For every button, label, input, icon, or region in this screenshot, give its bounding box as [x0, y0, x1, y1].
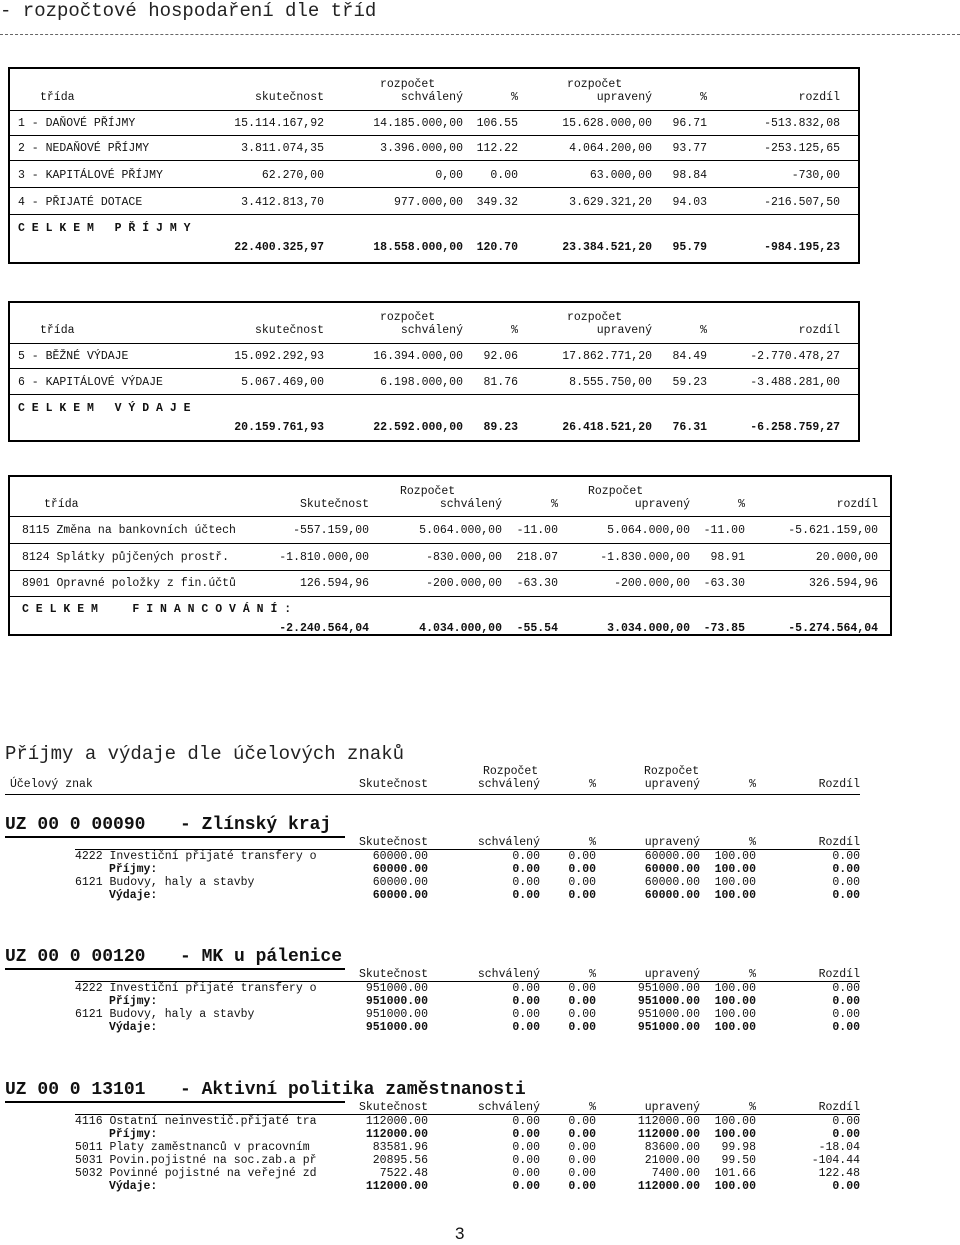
subtotal-row-schvaleny: 0.00 [512, 995, 540, 1008]
row-rule [10, 394, 858, 395]
item-row-label: 4222 Investiční přijaté transfery o [75, 982, 317, 995]
uz-name: - Zlínský kraj [180, 815, 332, 835]
sub-header-rozdil: Rozdíl [818, 968, 860, 981]
subtotal-row-schvaleny: 0.00 [512, 1180, 540, 1193]
item-row-label: 6121 Budovy, haly a stavby [75, 876, 255, 889]
income-row-upraveny: 15.628.000,00 [562, 117, 652, 130]
subtotal-row-schvaleny: 0.00 [512, 1021, 540, 1034]
expense-row-schvaleny: 6.198.000,00 [380, 376, 463, 389]
finance-row-rozdil: -5.621.159,00 [788, 524, 878, 537]
subtotal-row-pct: 0.00 [568, 1180, 596, 1193]
item-row-pct: 101.66 [714, 1167, 756, 1180]
header-skutecnost: Skutečnost [358, 778, 428, 791]
subtotal-row-pct: 100.00 [714, 995, 756, 1008]
header-pct: % [738, 498, 745, 511]
subtotal-row-upraveny: 951000.00 [637, 1021, 700, 1034]
header-skutecnost: Skutečnost [299, 498, 369, 511]
header-rule [10, 343, 858, 344]
subtotal-row-pct: 100.00 [714, 863, 756, 876]
item-row-rozdil: 0.00 [832, 876, 860, 889]
item-row-rozdil: 0.00 [832, 1008, 860, 1021]
header-pct: % [511, 91, 518, 104]
subtotal-row-label: Příjmy: [109, 1128, 158, 1141]
expense-row-pct: 81.76 [483, 376, 518, 389]
sub-header-schvaleny: schválený [477, 836, 540, 849]
uz-name: - MK u pálenice [180, 947, 343, 967]
header-upraveny: upravený [596, 324, 652, 337]
income-row-label: 1 - DAŇOVÉ PŘÍJMY [18, 117, 136, 130]
item-row-pct: 0.00 [568, 1141, 596, 1154]
income-total-rozdil: -984.195,23 [764, 241, 840, 254]
row-rule [10, 135, 858, 136]
item-row-skutecnost: 60000.00 [372, 850, 428, 863]
heading-divider [0, 34, 960, 35]
header-rule [5, 794, 860, 795]
income-row-schvaleny: 0,00 [435, 169, 463, 182]
expense-total-skutecnost: 20.159.761,93 [234, 421, 324, 434]
finance-row-label: 8901 Opravné položky z fin.účtů [22, 577, 236, 590]
finance-row-pct: -63.30 [516, 577, 558, 590]
header-rozpocet: rozpočet [567, 78, 623, 91]
expense-row-pct: 92.06 [483, 350, 518, 363]
header-rule [10, 110, 858, 111]
item-row-skutecnost: 112000.00 [365, 1115, 428, 1128]
header-pct: % [749, 778, 756, 791]
row-rule [10, 160, 858, 161]
income-total-label: C E L K E M P Ř Í J M Y [18, 222, 191, 235]
header-rozpocet: rozpočet [567, 311, 623, 324]
income-total-pct: 95.79 [672, 241, 707, 254]
item-row-schvaleny: 0.00 [512, 1154, 540, 1167]
purpose-section-title: Příjmy a výdaje dle účelových znaků [5, 743, 405, 765]
expense-row-label: 6 - KAPITÁLOVÉ VÝDAJE [18, 376, 163, 389]
item-row-schvaleny: 0.00 [512, 876, 540, 889]
finance-total-skutecnost: -2.240.564,04 [279, 622, 369, 635]
expense-row-upraveny: 8.555.750,00 [569, 376, 652, 389]
income-row-rozdil: -216.507,50 [764, 196, 840, 209]
item-row-rozdil: 0.00 [832, 982, 860, 995]
income-row-skutecnost: 15.114.167,92 [234, 117, 324, 130]
item-row-pct: 0.00 [568, 1167, 596, 1180]
header-rozdil: rozdíl [836, 498, 878, 511]
subtotal-row-label: Výdaje: [109, 889, 158, 902]
subtotal-row-schvaleny: 0.00 [512, 1128, 540, 1141]
expense-total-pct: 89.23 [483, 421, 518, 434]
finance-row-upraveny: -1.830.000,00 [600, 551, 690, 564]
expense-total-pct: 76.31 [672, 421, 707, 434]
item-row-rozdil: 0.00 [832, 1115, 860, 1128]
item-row-pct: 100.00 [714, 850, 756, 863]
expense-row-schvaleny: 16.394.000,00 [373, 350, 463, 363]
uz-name: - Aktivní politika zaměstnanosti [180, 1080, 526, 1100]
income-row-rozdil: -513.832,08 [764, 117, 840, 130]
item-row-pct: 100.00 [714, 982, 756, 995]
item-row-pct: 0.00 [568, 850, 596, 863]
header-upraveny: upravený [644, 778, 700, 791]
subtotal-row-pct: 100.00 [714, 1128, 756, 1141]
item-row-label: 6121 Budovy, haly a stavby [75, 1008, 255, 1021]
header-schvaleny: schválený [400, 324, 463, 337]
income-total-upraveny: 23.384.521,20 [562, 241, 652, 254]
header-pct: % [700, 324, 707, 337]
expense-row-rozdil: -2.770.478,27 [750, 350, 840, 363]
income-row-schvaleny: 14.185.000,00 [373, 117, 463, 130]
finance-total-pct: -73.85 [703, 622, 745, 635]
income-row-skutecnost: 3.412.813,70 [241, 196, 324, 209]
item-row-skutecnost: 60000.00 [372, 876, 428, 889]
finance-row-schvaleny: -200.000,00 [426, 577, 502, 590]
header-rozpocet: Rozpočet [588, 485, 644, 498]
subtotal-row-pct: 0.00 [568, 995, 596, 1008]
expense-row-rozdil: -3.488.281,00 [750, 376, 840, 389]
sub-header-schvaleny: schválený [477, 968, 540, 981]
uz-code: UZ 00 0 00090 [5, 815, 146, 835]
finance-row-pct: -63.30 [703, 577, 745, 590]
item-row-upraveny: 21000.00 [644, 1154, 700, 1167]
subtotal-row-upraveny: 112000.00 [637, 1180, 700, 1193]
uz-code: UZ 00 0 00120 [5, 947, 146, 967]
subtotal-row-rozdil: 0.00 [832, 995, 860, 1008]
subtotal-row-rozdil: 0.00 [832, 1180, 860, 1193]
finance-row-pct: -11.00 [516, 524, 558, 537]
subtotal-row-skutecnost: 112000.00 [365, 1180, 428, 1193]
income-row-schvaleny: 977.000,00 [393, 196, 463, 209]
income-row-pct: 106.55 [476, 117, 518, 130]
finance-total-rozdil: -5.274.564,04 [788, 622, 878, 635]
item-row-pct: 99.50 [721, 1154, 756, 1167]
income-row-pct: 93.77 [672, 142, 707, 155]
header-schvaleny: schválený [439, 498, 502, 511]
finance-total-pct: -55.54 [516, 622, 558, 635]
income-row-upraveny: 63.000,00 [589, 169, 652, 182]
sub-header-skutecnost: Skutečnost [358, 1101, 428, 1114]
subtotal-row-upraveny: 60000.00 [644, 889, 700, 902]
header-rozpocet: rozpočet [380, 78, 436, 91]
sub-header-pct: % [749, 1101, 756, 1114]
row-rule [10, 570, 890, 571]
item-row-pct: 0.00 [568, 1115, 596, 1128]
item-row-schvaleny: 0.00 [512, 982, 540, 995]
header-trida: třída [44, 498, 79, 511]
income-total-schvaleny: 18.558.000,00 [373, 241, 463, 254]
subtotal-row-upraveny: 60000.00 [644, 863, 700, 876]
finance-row-rozdil: 326.594,96 [808, 577, 878, 590]
item-row-skutecnost: 20895.56 [372, 1154, 428, 1167]
item-row-upraveny: 951000.00 [637, 982, 700, 995]
subtotal-row-schvaleny: 0.00 [512, 889, 540, 902]
header-rozdil: Rozdíl [818, 778, 860, 791]
item-row-upraveny: 83600.00 [644, 1141, 700, 1154]
subtotal-row-pct: 0.00 [568, 863, 596, 876]
sub-header-skutecnost: Skutečnost [358, 968, 428, 981]
subtotal-row-pct: 0.00 [568, 1128, 596, 1141]
subtotal-row-label: Příjmy: [109, 995, 158, 1008]
expense-total-schvaleny: 22.592.000,00 [373, 421, 463, 434]
expense-row-label: 5 - BĚŽNÉ VÝDAJE [18, 350, 129, 363]
page-heading: - rozpočtové hospodaření dle tříd [0, 0, 377, 22]
finance-total-upraveny: 3.034.000,00 [607, 622, 690, 635]
income-row-label: 3 - KAPITÁLOVÉ PŘÍJMY [18, 169, 163, 182]
income-row-upraveny: 4.064.200,00 [569, 142, 652, 155]
header-pct: % [551, 498, 558, 511]
header-rozdil: rozdíl [798, 324, 840, 337]
sub-header-pct: % [589, 968, 596, 981]
sub-header-pct: % [589, 1101, 596, 1114]
subtotal-row-pct: 0.00 [568, 889, 596, 902]
subtotal-row-pct: 100.00 [714, 1180, 756, 1193]
income-row-upraveny: 3.629.321,20 [569, 196, 652, 209]
item-row-label: 5032 Povinné pojistné na veřejné zd [75, 1167, 317, 1180]
income-row-pct: 349.32 [476, 196, 518, 209]
sub-header-schvaleny: schválený [477, 1101, 540, 1114]
subtotal-row-rozdil: 0.00 [832, 889, 860, 902]
header-schvaleny: schválený [477, 778, 540, 791]
header-trida: třída [40, 91, 75, 104]
item-row-label: 5011 Platy zaměstnanců v pracovním [75, 1141, 310, 1154]
header-skutecnost: skutečnost [254, 91, 324, 104]
item-row-skutecnost: 951000.00 [365, 982, 428, 995]
subtotal-row-rozdil: 0.00 [832, 1021, 860, 1034]
finance-row-upraveny: -200.000,00 [614, 577, 690, 590]
header-rozpocet: rozpočet [380, 311, 436, 324]
item-row-skutecnost: 83581.96 [372, 1141, 428, 1154]
subtotal-row-pct: 100.00 [714, 1021, 756, 1034]
income-row-schvaleny: 3.396.000,00 [380, 142, 463, 155]
item-row-skutecnost: 7522.48 [379, 1167, 428, 1180]
item-row-label: 4116 Ostatní neinvestič.přijaté tra [75, 1115, 317, 1128]
income-row-pct: 112.22 [476, 142, 518, 155]
finance-row-skutecnost: -557.159,00 [293, 524, 369, 537]
finance-row-upraveny: 5.064.000,00 [607, 524, 690, 537]
row-rule [10, 187, 858, 188]
item-row-skutecnost: 951000.00 [365, 1008, 428, 1021]
header-upraveny: upravený [634, 498, 690, 511]
item-row-pct: 0.00 [568, 1154, 596, 1167]
item-row-label: 5031 Povin.pojistné na soc.zab.a př [75, 1154, 317, 1167]
item-row-rozdil: 0.00 [832, 850, 860, 863]
finance-total-label: C E L K E M F I N A N C O V Á N Í : [22, 603, 292, 616]
item-row-rozdil: 122.48 [818, 1167, 860, 1180]
sub-header-pct: % [749, 968, 756, 981]
item-row-pct: 100.00 [714, 1008, 756, 1021]
income-row-pct: 94.03 [672, 196, 707, 209]
finance-row-schvaleny: 5.064.000,00 [419, 524, 502, 537]
subtotal-row-rozdil: 0.00 [832, 863, 860, 876]
finance-row-skutecnost: -1.810.000,00 [279, 551, 369, 564]
item-row-pct: 100.00 [714, 1115, 756, 1128]
item-row-upraveny: 60000.00 [644, 876, 700, 889]
header-pct: % [589, 778, 596, 791]
item-row-pct: 0.00 [568, 1008, 596, 1021]
item-row-schvaleny: 0.00 [512, 1167, 540, 1180]
item-row-schvaleny: 0.00 [512, 1115, 540, 1128]
page-number: 3 [455, 1224, 465, 1243]
expense-row-skutecnost: 5.067.469,00 [241, 376, 324, 389]
finance-row-skutecnost: 126.594,96 [299, 577, 369, 590]
header-rozpocet: Rozpočet [644, 765, 700, 778]
header-rule [10, 516, 890, 517]
header-pct: % [511, 324, 518, 337]
income-row-pct: 96.71 [672, 117, 707, 130]
subtotal-row-upraveny: 951000.00 [637, 995, 700, 1008]
item-row-label: 4222 Investiční přijaté transfery o [75, 850, 317, 863]
finance-row-pct: -11.00 [703, 524, 745, 537]
income-row-rozdil: -730,00 [791, 169, 840, 182]
income-row-pct: 98.84 [672, 169, 707, 182]
sub-header-pct: % [589, 836, 596, 849]
item-row-upraveny: 951000.00 [637, 1008, 700, 1021]
finance-row-label: 8115 Změna na bankovních účtech [22, 524, 236, 537]
subtotal-row-skutecnost: 60000.00 [372, 863, 428, 876]
income-row-skutecnost: 62.270,00 [261, 169, 324, 182]
subtotal-row-skutecnost: 112000.00 [365, 1128, 428, 1141]
header-pct: % [700, 91, 707, 104]
item-row-pct: 100.00 [714, 876, 756, 889]
income-row-rozdil: -253.125,65 [764, 142, 840, 155]
item-row-rozdil: -104.44 [811, 1154, 860, 1167]
finance-total-schvaleny: 4.034.000,00 [419, 622, 502, 635]
header-schvaleny: schválený [400, 91, 463, 104]
sub-header-pct: % [749, 836, 756, 849]
item-row-upraveny: 60000.00 [644, 850, 700, 863]
item-row-pct: 99.98 [721, 1141, 756, 1154]
expense-row-pct: 84.49 [672, 350, 707, 363]
expense-row-skutecnost: 15.092.292,93 [234, 350, 324, 363]
sub-header-upraveny: upravený [644, 968, 700, 981]
item-row-pct: 0.00 [568, 876, 596, 889]
item-row-upraveny: 7400.00 [651, 1167, 700, 1180]
sub-header-rozdil: Rozdíl [818, 1101, 860, 1114]
subtotal-row-pct: 100.00 [714, 889, 756, 902]
subtotal-row-pct: 0.00 [568, 1021, 596, 1034]
income-row-pct: 0.00 [490, 169, 518, 182]
item-row-pct: 0.00 [568, 982, 596, 995]
expense-total-rozdil: -6.258.759,27 [750, 421, 840, 434]
row-rule [10, 368, 858, 369]
subtotal-row-label: Výdaje: [109, 1180, 158, 1193]
item-row-schvaleny: 0.00 [512, 1141, 540, 1154]
header-upraveny: upravený [596, 91, 652, 104]
header-trida: třída [40, 324, 75, 337]
subtotal-row-skutecnost: 60000.00 [372, 889, 428, 902]
sub-header-rozdil: Rozdíl [818, 836, 860, 849]
subtotal-row-skutecnost: 951000.00 [365, 1021, 428, 1034]
expense-row-upraveny: 17.862.771,20 [562, 350, 652, 363]
header-skutecnost: skutečnost [254, 324, 324, 337]
income-total-skutecnost: 22.400.325,97 [234, 241, 324, 254]
item-row-schvaleny: 0.00 [512, 1008, 540, 1021]
income-row-label: 4 - PŘIJATÉ DOTACE [18, 196, 143, 209]
subtotal-row-label: Příjmy: [109, 863, 158, 876]
header-ucelovy-znak: Účelový znak [10, 778, 93, 791]
sub-header-skutecnost: Skutečnost [358, 836, 428, 849]
expense-total-upraveny: 26.418.521,20 [562, 421, 652, 434]
item-row-upraveny: 112000.00 [637, 1115, 700, 1128]
expense-total-label: C E L K E M V Ý D A J E [18, 402, 191, 415]
finance-row-pct: 98.91 [710, 551, 745, 564]
row-rule [10, 214, 858, 215]
finance-row-pct: 218.07 [516, 551, 558, 564]
finance-row-label: 8124 Splátky půjčených prostř. [22, 551, 230, 564]
income-row-label: 2 - NEDAŇOVÉ PŘÍJMY [18, 142, 150, 155]
sub-header-upraveny: upravený [644, 836, 700, 849]
income-total-pct: 120.70 [476, 241, 518, 254]
subtotal-row-skutecnost: 951000.00 [365, 995, 428, 1008]
finance-row-schvaleny: -830.000,00 [426, 551, 502, 564]
row-rule [10, 596, 890, 597]
subtotal-row-schvaleny: 0.00 [512, 863, 540, 876]
income-row-skutecnost: 3.811.074,35 [241, 142, 324, 155]
uz-code: UZ 00 0 13101 [5, 1080, 146, 1100]
subtotal-row-upraveny: 112000.00 [637, 1128, 700, 1141]
sub-header-upraveny: upravený [644, 1101, 700, 1114]
header-rozpocet: Rozpočet [400, 485, 456, 498]
header-rozpocet: Rozpočet [483, 765, 539, 778]
expense-row-pct: 59.23 [672, 376, 707, 389]
row-rule [10, 543, 890, 544]
header-rozdil: rozdíl [798, 91, 840, 104]
finance-row-rozdil: 20.000,00 [815, 551, 878, 564]
subtotal-row-rozdil: 0.00 [832, 1128, 860, 1141]
item-row-rozdil: -18.04 [818, 1141, 860, 1154]
subtotal-row-label: Výdaje: [109, 1021, 158, 1034]
item-row-schvaleny: 0.00 [512, 850, 540, 863]
